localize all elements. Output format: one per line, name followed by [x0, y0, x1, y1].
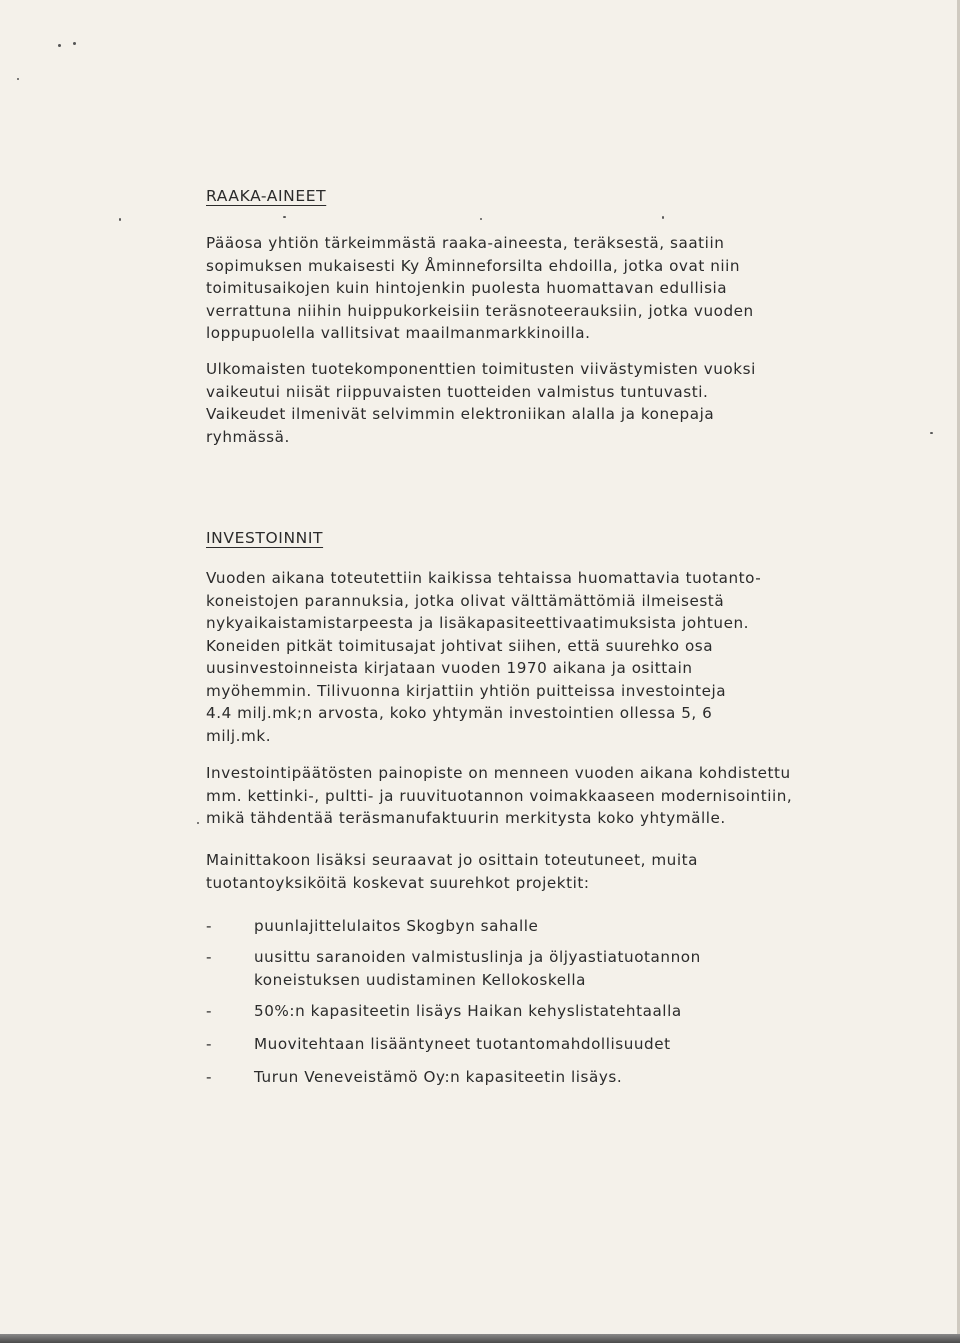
section-heading-investoinnit: INVESTOINNIT — [206, 529, 324, 547]
text-line: koneistuksen uudistaminen Kellokoskella — [254, 970, 586, 989]
text-line: vaikeutui niisät riippuvaisten tuotteiden valmistus tuntuvasti. — [206, 382, 709, 401]
scan-speck — [283, 216, 286, 218]
text-line: Vaikeudet ilmenivät selvimmin elektroniikan alalla ja konepaja — [206, 405, 715, 423]
text-line: milj.mk. — [206, 726, 272, 745]
text-line: Turun Veneveistämö Oy:n kapasiteetin lisäys. — [254, 1068, 623, 1086]
text-line: Ulkomaisten tuotekomponenttien toimitusten viivästymisten vuoksi — [206, 360, 756, 378]
text-line: tuotantoyksiköitä koskevat suurehkot projektit: — [206, 873, 590, 892]
text-line: mikä tähdentää teräsmanufaktuurin merkitysta koko yhtymälle. — [206, 809, 726, 827]
investoinnit-paragraph-2 — [206, 762, 906, 830]
text-line: Koneiden pitkät toimitusajat johtivat siihen, että suurehko osa — [206, 636, 714, 655]
raaka-aineet-paragraph-2 — [206, 358, 906, 448]
scan-speck — [73, 42, 76, 45]
text-line: puunlajittelulaitos Skogbyn sahalle — [254, 917, 539, 935]
scan-speck — [197, 822, 199, 824]
text-line: koneistojen parannuksia, jotka olivat välttämättömiä ilmeisestä — [206, 591, 725, 610]
scan-speck — [58, 44, 61, 47]
text-line: toimitusaikojen kuin hintojenkin puolesta huomattavan edullisia — [206, 279, 728, 297]
list-dash: - — [206, 1035, 213, 1053]
list-dash: - — [206, 948, 213, 966]
scan-speck — [17, 78, 19, 80]
raaka-aineet-paragraph-1 — [206, 232, 906, 345]
list-dash: - — [206, 1068, 213, 1086]
investoinnit-paragraph-3 — [206, 849, 906, 894]
scan-speck — [480, 218, 482, 220]
text-line: loppupuolella vallitsivat maailmanmarkkinoilla. — [206, 324, 591, 342]
scan-bottom-edge — [0, 1334, 960, 1343]
text-line: sopimuksen mukaisesti Ky Åminneforsilta ehdoilla, jotka ovat niin — [206, 256, 741, 275]
text-line: 4.4 milj.mk;n arvosta, koko yhtymän investointien ollessa 5, 6 — [206, 704, 713, 722]
list-dash: - — [206, 917, 213, 935]
text-line: nykyaikaistamistarpeesta ja lisäkapasiteettivaatimuksista johtuen. — [206, 614, 750, 632]
scan-speck — [662, 216, 664, 219]
text-line: 50%:n kapasiteetin lisäys Haikan kehyslistatehtaalla — [254, 1002, 682, 1020]
text-line: uusinvestoinneista kirjataan vuoden 1970 aikana ja osittain — [206, 659, 693, 677]
text-line: myöhemmin. Tilivuonna kirjattiin yhtiön puitteissa investointeja — [206, 681, 727, 700]
text-line: Vuoden aikana toteutettiin kaikissa tehtaissa huomattavia tuotanto- — [206, 569, 762, 587]
scan-speck — [930, 432, 933, 434]
text-line: verrattuna niihin huippukorkeisiin teräsnoteerauksiin, jotka vuoden — [206, 301, 754, 320]
scan-speck — [119, 218, 121, 221]
text-line: uusittu saranoiden valmistuslinja ja öljyastiatuotannon — [254, 948, 701, 966]
investoinnit-paragraph-1 — [206, 567, 906, 747]
text-line: Investointipäätösten painopiste on menneen vuoden aikana kohdistettu — [206, 764, 791, 782]
text-line: Mainittakoon lisäksi seuraavat jo osittain toteutuneet, muita — [206, 851, 698, 869]
text-line: ryhmässä. — [206, 427, 290, 446]
text-line: Muovitehtaan lisääntyneet tuotantomahdollisuudet — [254, 1035, 671, 1053]
text-line: mm. kettinki-, pultti- ja ruuvituotannon voimakkaaseen modernisointiin, — [206, 786, 793, 805]
text-line: Pääosa yhtiön tärkeimmästä raaka-aineesta, teräksestä, saatiin — [206, 234, 725, 252]
list-dash: - — [206, 1002, 213, 1020]
section-heading-raaka-aineet: RAAKA-AINEET — [206, 187, 327, 205]
